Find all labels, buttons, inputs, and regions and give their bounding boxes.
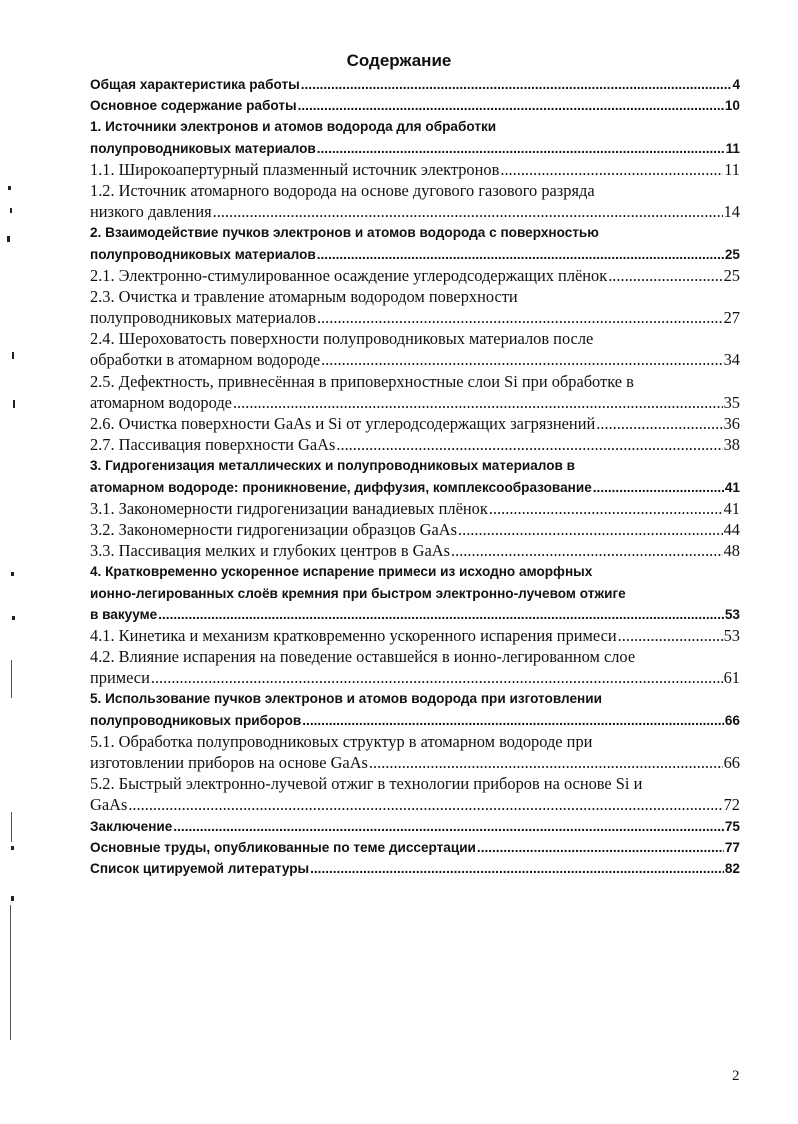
dot-leader	[596, 413, 722, 434]
toc-entry-last-line	[90, 434, 740, 455]
toc-entry-text: 2.7. Пассивация поверхности GaAs	[90, 435, 336, 455]
toc-entry-text: Заключение	[90, 818, 173, 834]
toc-entry	[90, 688, 740, 730]
toc-entry	[90, 159, 740, 180]
toc-entry-text: примеси	[90, 668, 150, 688]
dot-leader	[618, 625, 723, 646]
toc-entry-line: 2. Взаимодействие пучков электронов и атомов водорода с поверхностью	[90, 225, 599, 241]
dot-leader	[302, 710, 724, 731]
toc-entry-text: полупроводниковых материалов	[90, 246, 316, 262]
toc-entry-text: изготовлении приборов на основе GaAs	[90, 753, 368, 772]
toc-entry-last-line	[90, 752, 740, 773]
toc-entry-text: GaAs	[90, 795, 128, 815]
toc-entry-text: обработки в атомарном водороде	[90, 350, 321, 370]
dot-leader	[500, 159, 723, 180]
toc-entry-page: 14	[723, 202, 740, 222]
toc-entry-line: 5.2. Быстрый электронно-лучевой отжиг в технологии приборов на основе Si и	[90, 774, 643, 794]
toc-entry-text: Основные труды, опубликованные по теме диссертации	[90, 839, 476, 855]
toc-entry-page: 66	[723, 753, 740, 772]
toc-entry-page: 72	[723, 795, 740, 815]
toc-entry-last-line	[90, 540, 740, 561]
toc-entry-last-line	[90, 138, 740, 159]
toc-entry-last-line	[90, 159, 740, 180]
toc-entry-last-line	[90, 244, 740, 265]
toc-entry-text: полупроводниковых материалов	[90, 140, 316, 156]
toc-entry-last-line	[90, 95, 740, 116]
dot-leader	[317, 244, 724, 265]
toc-entry-line: 3. Гидрогенизация металлических и полупроводниковых материалов в	[90, 458, 576, 474]
toc-entry	[90, 265, 740, 286]
toc-entry	[90, 328, 740, 370]
dot-leader	[213, 201, 723, 222]
toc-entry	[90, 731, 740, 773]
toc-entry-line: 1.2. Источник атомарного водорода на основе дугового газового разряда	[90, 180, 595, 200]
toc-entry-page: 34	[723, 350, 740, 370]
toc-entry	[90, 837, 740, 858]
toc-entry-page: 53	[723, 625, 740, 645]
scan-speck	[8, 186, 11, 190]
dot-leader	[451, 540, 723, 561]
toc-entry-text: 3.3. Пассивация мелких и глубоких центров в GaAs	[90, 541, 451, 561]
toc-entry-last-line	[90, 349, 740, 370]
toc-entry-last-line	[90, 816, 740, 837]
toc-entry-last-line	[90, 794, 740, 815]
toc-entry	[90, 371, 740, 413]
dot-leader	[298, 95, 724, 116]
toc-entry	[90, 413, 740, 434]
toc-entry-line: 2.3. Очистка и травление атомарным водородом поверхности	[90, 286, 518, 306]
toc-entry-last-line	[90, 265, 740, 286]
toc-entry-last-line	[90, 201, 740, 222]
toc-entry-text: полупроводниковых материалов	[90, 308, 316, 328]
toc-entry-last-line	[90, 837, 740, 858]
toc-entry-page: 53	[724, 606, 740, 622]
dot-leader	[458, 519, 723, 540]
scan-speck	[13, 400, 15, 408]
toc-entry	[90, 74, 740, 95]
toc-entry-last-line	[90, 413, 740, 434]
toc-entry-text: 2.6. Очистка поверхности GaAs и Si от углеродсодержащих загрязнений	[90, 414, 596, 433]
toc-entry-last-line	[90, 307, 740, 328]
toc-entry-page: 61	[723, 668, 740, 688]
toc-entry-line: 5. Использование пучков электронов и атомов водорода при изготовлении	[90, 691, 602, 707]
toc-entry-line: 1. Источники электронов и атомов водорода для обработки	[90, 119, 497, 135]
dot-leader	[173, 816, 724, 837]
toc-entry-page: 11	[724, 159, 740, 179]
toc-entry-line: 5.1. Обработка полупроводниковых структур в атомарном водороде при	[90, 731, 593, 751]
toc-entry	[90, 816, 740, 837]
dot-leader	[128, 794, 722, 815]
toc-entry-line: 2.4. Шероховатость поверхности полупроводниковых материалов после	[90, 329, 594, 349]
toc-entry-last-line	[90, 74, 740, 95]
toc-entry-page: 48	[723, 541, 740, 561]
scan-edge-line	[11, 812, 12, 842]
toc-entry-line: 2.5. Дефектность, привнесённая в приповерхностные слои Si при обработке в	[90, 371, 634, 391]
dot-leader	[317, 138, 725, 159]
toc-entry	[90, 540, 740, 561]
toc-entry-page: 75	[724, 818, 740, 834]
toc-entry-text: в вакууме	[90, 606, 158, 622]
dot-leader	[369, 752, 723, 773]
toc-entry-page: 38	[723, 435, 740, 455]
toc-entry-page: 35	[723, 392, 740, 412]
toc-entry	[90, 180, 740, 222]
toc-entry-text: полупроводниковых приборов	[90, 712, 302, 728]
toc-entry	[90, 561, 740, 625]
toc-entry	[90, 434, 740, 455]
toc-entry-last-line	[90, 710, 740, 731]
toc-entry-page: 25	[724, 246, 740, 262]
toc-entry-page: 44	[723, 519, 740, 539]
page-number: 2	[732, 1068, 740, 1084]
page-title: Содержание	[346, 51, 452, 70]
toc-entry-text: Основное содержание работы	[90, 98, 297, 114]
toc-entry-last-line	[90, 519, 740, 540]
toc-entry	[90, 95, 740, 116]
scan-speck	[7, 236, 10, 242]
dot-leader	[477, 837, 724, 858]
scan-speck	[12, 616, 15, 620]
scan-speck	[11, 846, 14, 850]
toc-entry-page: 66	[724, 712, 740, 728]
scan-edge-line	[10, 905, 11, 1040]
toc-entry-page: 41	[723, 498, 740, 518]
scan-speck	[12, 352, 14, 359]
toc-entry	[90, 519, 740, 540]
toc-entry	[90, 858, 740, 879]
toc-entry-page: 27	[723, 308, 740, 328]
scan-speck	[11, 572, 14, 576]
toc-entry-line: 4.2. Влияние испарения на поведение оставшейся в ионно-легированном слое	[90, 647, 636, 667]
dot-leader	[608, 265, 722, 286]
toc-entry-page: 25	[723, 265, 740, 285]
toc-entry-page: 11	[725, 140, 740, 156]
toc-entry-text: 3.1. Закономерности гидрогенизации ванадиевых плёнок	[90, 498, 488, 518]
toc-entry-text: 2.1. Электронно-стимулированное осаждение углеродсодержащих плёнок	[90, 265, 608, 285]
dot-leader	[489, 498, 723, 519]
toc-entry	[90, 116, 740, 158]
toc-entry-text: 3.2. Закономерности гидрогенизации образцов GaAs	[90, 519, 457, 539]
dot-leader	[233, 392, 723, 413]
toc-entry	[90, 222, 740, 264]
toc-entry-text: низкого давления	[90, 202, 212, 222]
dot-leader	[158, 604, 724, 625]
toc-entry-last-line	[90, 498, 740, 519]
dot-leader	[321, 349, 723, 370]
dot-leader	[593, 477, 724, 498]
toc-entry-line: ионно-легированных слоёв кремния при быстром электронно-лучевом отжиге	[90, 585, 626, 601]
toc-entry-text: 1.1. Широкоапертурный плазменный источник электронов	[90, 159, 500, 179]
toc-entry-page: 77	[724, 839, 740, 855]
toc-entry	[90, 455, 740, 497]
table-of-contents	[90, 74, 740, 879]
dot-leader	[310, 858, 724, 879]
toc-entry-page: 82	[724, 860, 740, 876]
toc-entry	[90, 625, 740, 646]
dot-leader	[151, 667, 723, 688]
toc-entry-text: атомарном водороде: проникновение, диффузия, комплексообразование	[90, 479, 592, 495]
toc-entry-text: Список цитируемой литературы	[90, 860, 310, 876]
scan-edge-line	[11, 660, 12, 698]
toc-entry-text: 4.1. Кинетика и механизм кратковременно ускоренного испарения примеси	[90, 625, 617, 645]
toc-entry-page: 36	[723, 414, 740, 433]
toc-entry-last-line	[90, 477, 740, 498]
toc-entry-last-line	[90, 604, 740, 625]
dot-leader	[317, 307, 723, 328]
dot-leader	[301, 74, 732, 95]
toc-entry-last-line	[90, 392, 740, 413]
toc-entry-text: атомарном водороде	[90, 392, 232, 412]
toc-entry-last-line	[90, 625, 740, 646]
dot-leader	[336, 434, 722, 455]
toc-entry-line: 4. Кратковременно ускоренное испарение примеси из исходно аморфных	[90, 564, 593, 580]
toc-entry	[90, 773, 740, 815]
toc-entry-page: 10	[724, 98, 740, 114]
toc-entry-last-line	[90, 858, 740, 879]
scan-speck	[11, 896, 14, 901]
toc-entry	[90, 646, 740, 688]
toc-entry-text: Общая характеристика работы	[90, 77, 300, 92]
toc-entry-page: 41	[724, 479, 740, 495]
toc-entry	[90, 286, 740, 328]
toc-entry	[90, 498, 740, 519]
toc-entry-last-line	[90, 667, 740, 688]
toc-entry-page: 4	[732, 77, 740, 92]
scan-speck	[10, 208, 12, 213]
